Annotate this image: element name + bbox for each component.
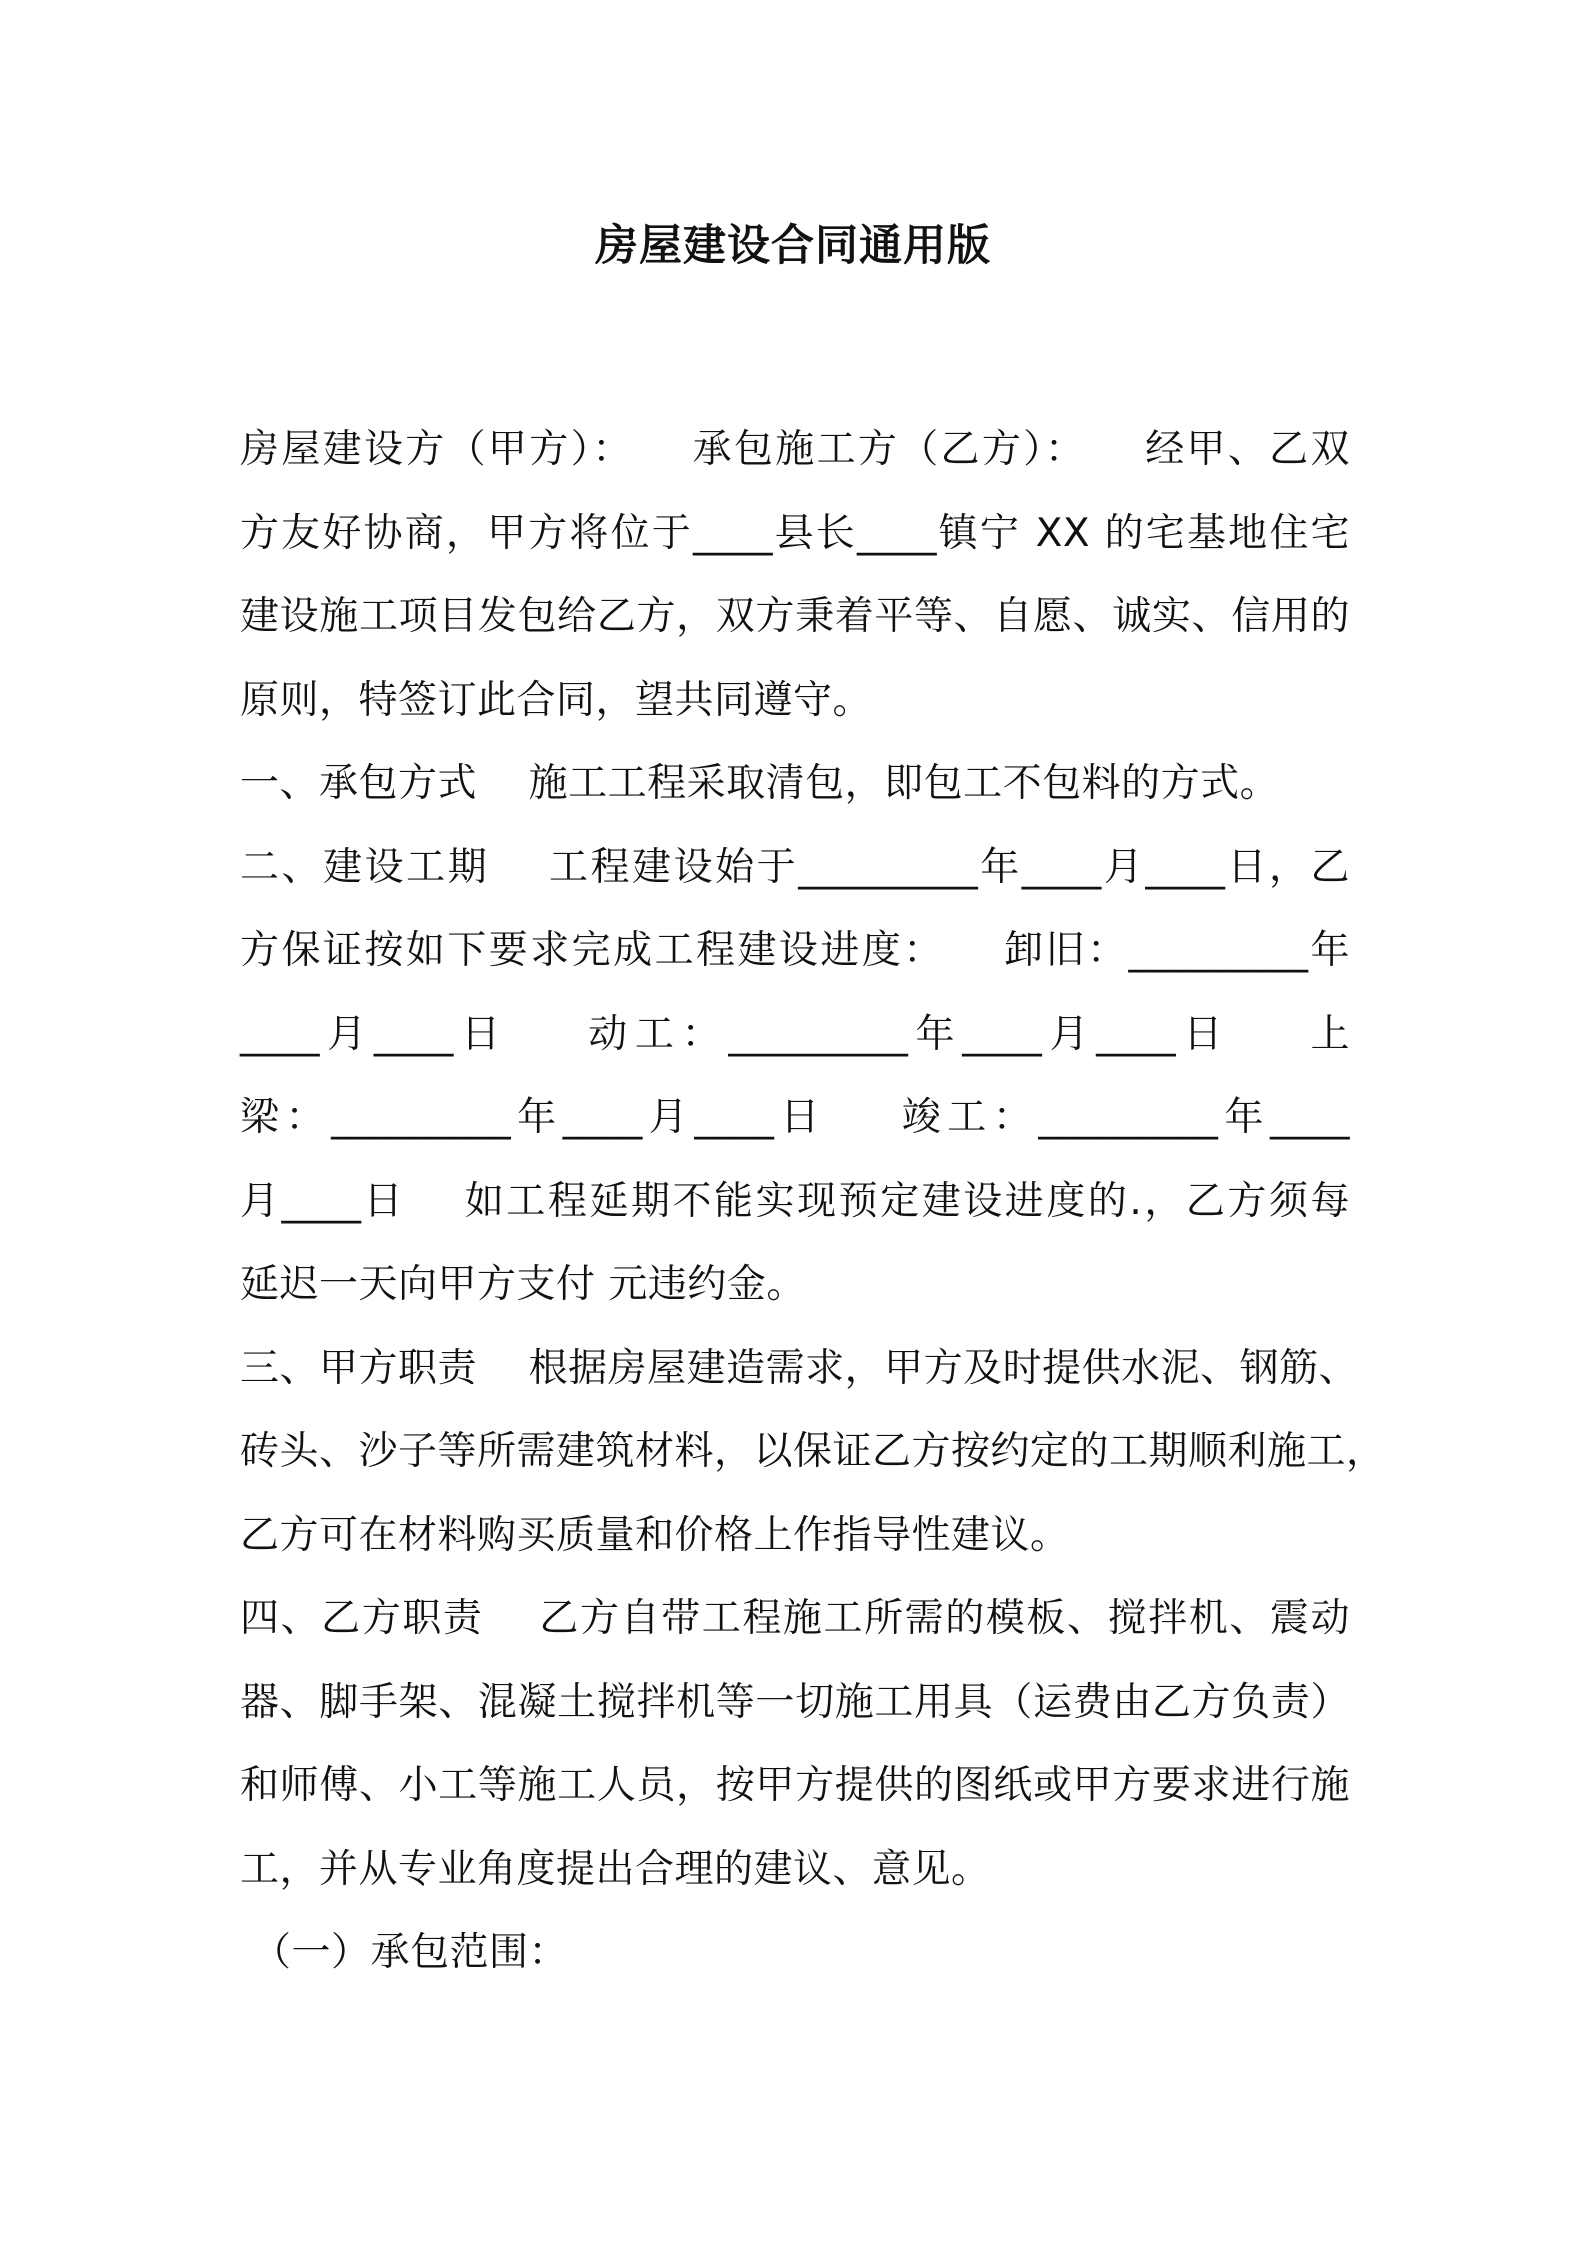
text-line: 梁：_________年____月____日 竣工：_________年____ xyxy=(240,1095,1350,1140)
section-heading-line: 二、建设工期 工程建设始于_________年____月____日，乙 xyxy=(240,844,1350,890)
document-title: 房屋建设合同通用版 xyxy=(595,221,991,271)
text-line: 器、脚手架、混凝土搅拌机等一切施工用具（运费由乙方负责） xyxy=(240,1679,1350,1725)
text-line: 方保证按如下要求完成工程建设进度： 卸旧：_________年 xyxy=(240,928,1350,973)
text-line: ____月____日 动工：_________年____月____日 上 xyxy=(240,1011,1350,1057)
text-line: 月____日 如工程延期不能实现预定建设进度的.，乙方须每 xyxy=(240,1178,1350,1224)
text-line: 延迟一天向甲方支付 元违约金。 xyxy=(240,1262,806,1307)
subsection-heading: （一）承包范围： xyxy=(252,1930,569,1975)
text-line: 乙方可在材料购买质量和价格上作指导性建议。 xyxy=(240,1512,1070,1558)
contract-body xyxy=(240,408,1386,1995)
text-line: 砖头、沙子等所需建筑材料，以保证乙方按约定的工期顺利施工， xyxy=(240,1429,1386,1474)
text-line: 和师傅、小工等施工人员，按甲方提供的图纸或甲方要求进行施 xyxy=(240,1763,1350,1808)
text-line: 原则，特签订此合同，望共同遵守。 xyxy=(240,677,873,723)
text-line: 工，并从专业角度提出合理的建议、意见。 xyxy=(240,1846,991,1892)
section-heading-line: 四、乙方职责 乙方自带工程施工所需的模板、搅拌机、震动 xyxy=(240,1596,1350,1641)
text-line: 方友好协商，甲方将位于____县长____镇宁 XX 的宅基地住宅 xyxy=(240,510,1350,556)
text-line: 建设施工项目发包给乙方，双方秉着平等、自愿、诚实、信用的 xyxy=(240,594,1350,639)
text-line: 房屋建设方（甲方）： 承包施工方（乙方）： 经甲、乙双 xyxy=(240,427,1350,472)
section-heading-line: 三、甲方职责 根据房屋建造需求，甲方及时提供水泥、钢筋、 xyxy=(240,1345,1359,1391)
section-heading-line: 一、承包方式 施工工程采取清包，即包工不包料的方式。 xyxy=(240,761,1280,806)
